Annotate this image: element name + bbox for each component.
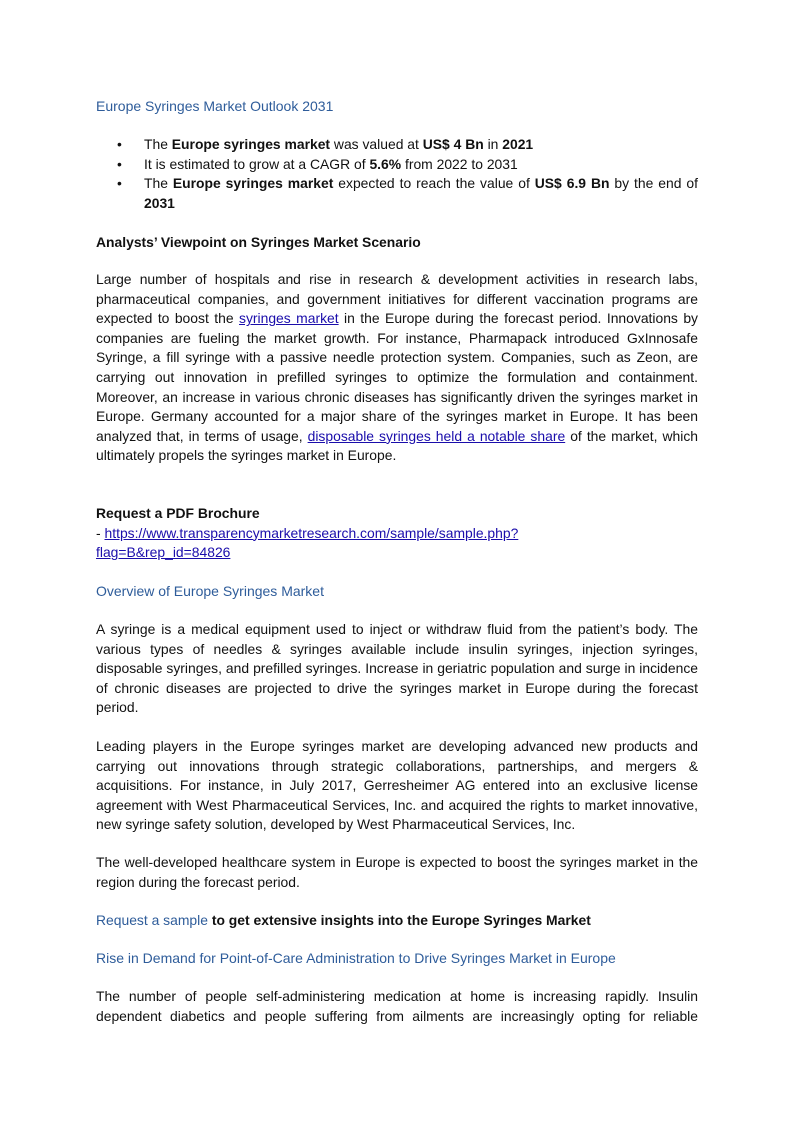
request-sample-link[interactable]: Request a sample	[96, 912, 208, 928]
overview-paragraph-1: A syringe is a medical equipment used to inject or withdraw fluid from the patient’s body. The various types of needles & syringes available include insulin syringes, injection syringes, disposable syringes, and prefilled syringes. Increase in geriatric population and surge in incidence of chronic diseases are projected to drive the syringes market in Europe during the forecast period.	[96, 621, 698, 716]
bullet-icon: •	[117, 155, 122, 172]
brochure-section: Request a PDF Brochure - https://www.transparencymarketresearch.com/sample/sample.php? flag=B&rep_id=84826	[96, 504, 698, 563]
overview-heading: Overview of Europe Syringes Market	[96, 583, 324, 599]
list-item: • It is estimated to grow at a CAGR of 5.6% from 2022 to 2031	[96, 155, 698, 175]
analysts-heading: Analysts’ Viewpoint on Syringes Market Scenario	[96, 234, 421, 250]
poc-paragraph: The number of people self-administering medication at home is increasing rapidly. Insulin dependent diabetics and people suffering from ailments are increasingly opting for reliable	[96, 988, 698, 1024]
page-title: Europe Syringes Market Outlook 2031	[96, 98, 334, 114]
list-item: • The Europe syringes market expected to reach the value of US$ 6.9 Bn by the end of 2031	[117, 175, 698, 211]
analysts-paragraph: Large number of hospitals and rise in research & development activities in research labs, pharmaceutical companies, and government initiatives for different vaccination programs are expected to boost the syringes market in the Europe during the forecast period. Innovations by companies are fueling the market growth. For instance, Pharmapack introduced GxInnosafe Syringe, a fill syringe with a passive needle protection system. Companies, such as Zeon, are carrying out innovation in prefilled syringes to optimize the formulation and containment. Moreover, an increase in various chronic diseases has significantly driven the syringes market in Europe. Germany accounted for a major share of the syringes market in Europe. It has been analyzed that, in terms of usage, disposable syringes held a notable share of the market, which ultimately propels the syringes market in Europe.	[96, 271, 699, 464]
request-sample-line: Request a sample to get extensive insights into the Europe Syringes Market	[96, 912, 591, 928]
brochure-url-link[interactable]: https://www.transparencymarketresearch.com/sample/sample.php? flag=B&rep_id=84826	[96, 524, 519, 561]
poc-heading: Rise in Demand for Point-of-Care Administration to Drive Syringes Market in Europe	[96, 950, 616, 966]
overview-paragraph-3: The well-developed healthcare system in Europe is expected to boost the syringes market in the region during the forecast period.	[96, 854, 698, 890]
key-facts-list	[96, 135, 698, 213]
brochure-heading: Request a PDF Brochure	[96, 505, 260, 521]
list-item: • The Europe syringes market was valued at US$ 4 Bn in 2021	[96, 135, 698, 155]
bullet-icon: •	[117, 136, 122, 152]
syringes-market-link[interactable]: syringes market	[239, 310, 339, 327]
overview-paragraph-2: Leading players in the Europe syringes market are developing advanced new products and carrying out innovations through strategic collaborations, partnerships, and mergers & acquisitions. For instance, in July 2017, Gerresheimer AG entered into an exclusive license agreement with West Pharmaceutical Services, Inc. and acquired the rights to market innovative, new syringe safety solution, developed by West Pharmaceutical Services, Inc.	[96, 738, 698, 833]
disposable-syringes-link[interactable]: disposable syringes held a notable share	[307, 427, 566, 444]
bullet-icon: •	[117, 175, 122, 192]
